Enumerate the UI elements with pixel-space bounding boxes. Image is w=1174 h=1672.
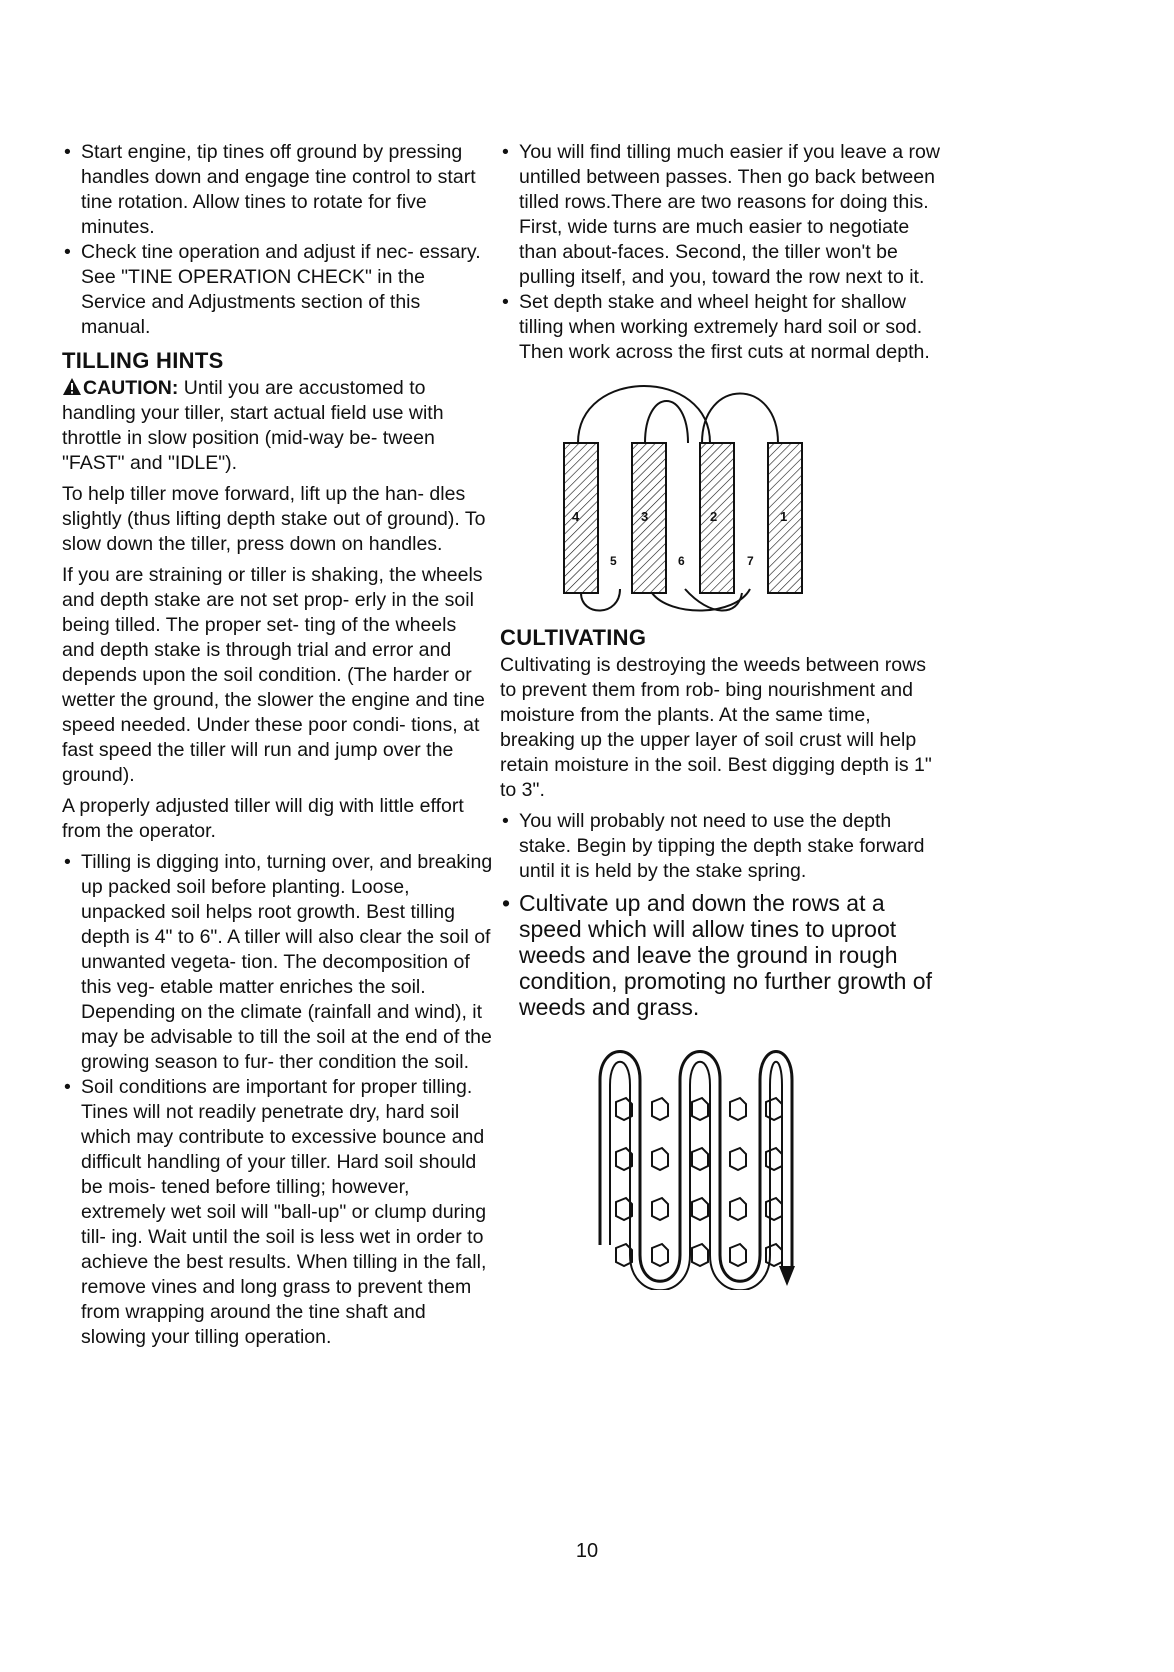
plant [766,1198,782,1220]
caution-label: CAUTION: [83,377,179,399]
plant [692,1148,708,1170]
bullet-dot: • [502,810,509,832]
plant [652,1198,668,1220]
bullet-text: Tilling is digging into, turning over, and breaking up packed soil before planting. Loose, unpacked soil helps root growth. Best tilling depth is 4" to 6". A tiller will also clear the soil of unwanted vegeta- tion. The decomposition of this veg- etable matter enriches the soil. Depending on the climate (rainfall and wind), it may be advisable to till the soil at the end of the growing season to fur- ther condition the soil. [81,851,493,1073]
list-item [500,140,945,290]
plant [730,1098,746,1120]
bullet-text: Set depth stake and wheel height for shallow tilling when working extremely hard soil or sod. Then work across the first cuts at normal depth. [519,291,930,363]
cultivating-pattern-diagram [592,1040,802,1290]
plant [730,1198,746,1220]
row-label: 1 [780,509,788,524]
bullet-dot: • [64,1076,71,1098]
row-label: 2 [710,509,718,524]
bullet-dot: • [64,141,71,163]
bullet-text: Start engine, tip tines off ground by pressing handles down and engage tine control to start tine rotation. Allow tines to rotate for five minutes. [81,141,476,238]
turn-arc [578,386,710,443]
row-label: 5 [610,554,617,568]
paragraph: If you are straining or tiller is shaking, the wheels and depth stake are not set prop- erly in the soil being tilled. The proper set- ting of the wheels and depth stake is through trial and error and depends upon the soil condition. (The harder or wetter the ground, the slower the engine and tine speed needed. Under these poor condi- tions, at fast speed the tiller will run and jump over the ground). [62,564,485,786]
plant [652,1098,668,1120]
plant [766,1244,782,1266]
bullet-text: You will find tilling much easier if you leave a row untilled between passes. Then go back between tilled rows.There are two reasons for doing this. First, wide turns are much easier to negotiate than about-faces. Second, the tiller won't be pulling itself, and you, toward the row next to it. [519,141,940,288]
list-item [500,890,945,1020]
bullet-text: Soil conditions are important for proper tilling. Tines will not readily penetrate dry, hard soil which may contribute to excessive bounce and difficult handling of your tiller. Hard soil should be mois- tened before tilling; however, extremely wet soil will "ball-up" or clump during till- ing. Wait until the soil is less wet in order to achieve the best results. When tilling in the fall, remove vines and long grass to prevent them from wrapping around the tine shaft and slowing your tilling operation. [81,1076,487,1348]
turn-arc [645,401,688,443]
right-column [500,140,945,1290]
serpentine-inner [610,1062,782,1290]
plant [766,1098,782,1120]
plant [692,1198,708,1220]
list-item [62,1075,494,1350]
paragraph: To help tiller move forward, lift up the han- dles slightly (thus lifting depth stake out of ground). To slow down the tiller, press down on handles. [62,483,486,555]
bullet-dot: • [64,851,71,873]
row-label: 3 [641,509,649,524]
turn-arc [702,394,778,444]
plant [730,1244,746,1266]
tilled-row [632,443,666,593]
list-item [62,240,494,340]
arrow-head-icon [779,1266,795,1286]
caution-text: Until you are accustomed to handling your tiller, start actual field use with throttle in slow position (mid-way be- tween "FAST" and "IDLE"). [62,377,444,474]
plant [652,1244,668,1266]
plant [652,1148,668,1170]
warning-triangle-icon [62,377,82,396]
bullet-text: Check tine operation and adjust if nec- essary. See "TINE OPERATION CHECK" in the Service and Adjustments section of this manual. [81,241,481,338]
plant [692,1244,708,1266]
bullet-text: Cultivate up and down the rows at a speed which will allow tines to uproot weeds and leave the ground in rough condition, promoting no further growth of weeds and grass. [519,890,932,1020]
page-number: 10 [575,1540,599,1562]
bullet-dot: • [64,241,71,263]
caution-paragraph [62,376,494,476]
bullet-dot: • [502,890,511,916]
cultivating-heading: CULTIVATING [500,625,647,650]
plant [730,1148,746,1170]
paragraph: Cultivating is destroying the weeds between rows to prevent them from rob- bing nourishment and moisture from the plants. At the same time, breaking up the upper layer of soil crust will help retain moisture in the soil. Best digging depth is 1" to 3". [500,654,932,801]
row-pattern-diagram [560,377,820,617]
list-item [500,809,945,884]
plant [766,1148,782,1170]
tilled-row [564,443,598,593]
left-column [62,140,494,1350]
list-item [62,140,494,240]
row-label: 4 [572,509,580,524]
row-label: 7 [747,554,754,568]
list-item [500,290,945,365]
bullet-dot: • [502,141,509,163]
paragraph: A properly adjusted tiller will dig with little effort from the operator. [62,795,464,842]
tilling-hints-heading: TILLING HINTS [62,348,224,373]
row-label: 6 [678,554,685,568]
plant [692,1098,708,1120]
bullet-text: You will probably not need to use the depth stake. Begin by tipping the depth stake forward until it is held by the stake spring. [519,810,925,882]
list-item [62,850,494,1075]
bullet-dot: • [502,291,509,313]
